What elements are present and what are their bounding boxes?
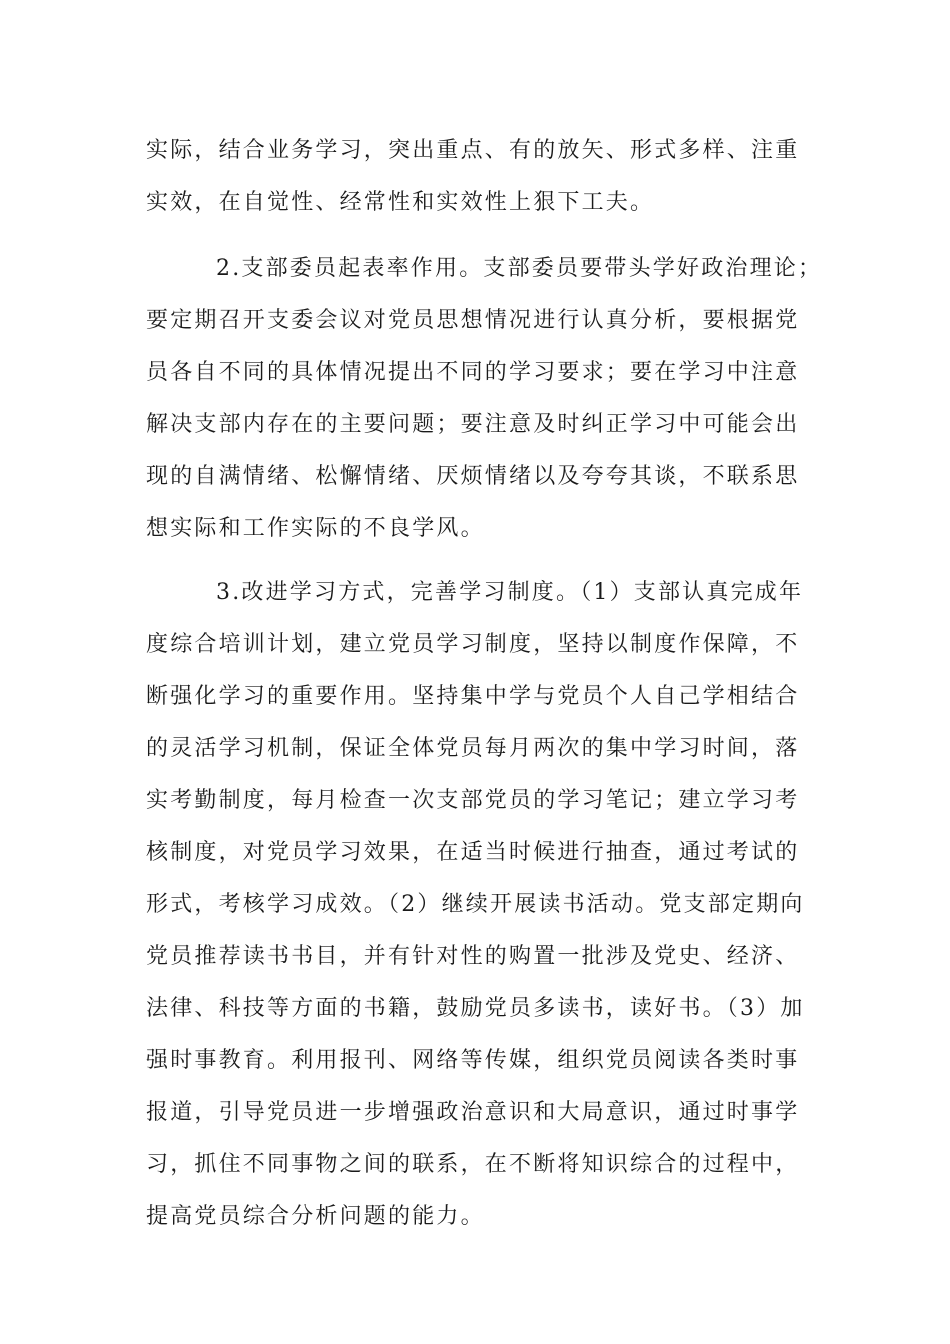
- text-line: 要定期召开支委会议对党员思想情况进行认真分析，要根据党: [146, 308, 800, 333]
- text-line: 形式，考核学习成效。（2）继续开展读书活动。党支部定期向: [146, 892, 805, 917]
- text-line: 报道，引导党员进一步增强政治意识和大局意识，通过时事学: [146, 1100, 800, 1125]
- text-line: 实考勤制度，每月检查一次支部党员的学习笔记；建立学习考: [146, 788, 800, 813]
- paragraph-2-first-line: 2.支部委员起表率作用。支部委员要带头学好政治理论；: [216, 256, 823, 281]
- text-line: 解决支部内存在的主要问题；要注意及时纠正学习中可能会出: [146, 412, 800, 437]
- text-line: 党员推荐读书书目，并有针对性的购置一批涉及党史、经济、: [146, 944, 800, 969]
- text-line: 强时事教育。利用报刊、网络等传媒，组织党员阅读各类时事: [146, 1048, 800, 1073]
- text-line: 习，抓住不同事物之间的联系，在不断将知识综合的过程中，: [146, 1152, 800, 1177]
- text-line: 断强化学习的重要作用。坚持集中学与党员个人自己学相结合: [146, 684, 800, 709]
- text-line: 想实际和工作实际的不良学风。: [146, 516, 485, 541]
- text-line: 员各自不同的具体情况提出不同的学习要求；要在学习中注意: [146, 360, 800, 385]
- text-line: 核制度，对党员学习效果，在适当时候进行抽查，通过考试的: [146, 840, 800, 865]
- text-line: 现的自满情绪、松懈情绪、厌烦情绪以及夸夸其谈，不联系思: [146, 464, 800, 489]
- text-line: 法律、科技等方面的书籍，鼓励党员多读书，读好书。（3）加: [146, 996, 805, 1021]
- text-line: 度综合培训计划，建立党员学习制度，坚持以制度作保障，不: [146, 632, 800, 657]
- text-line: 实际，结合业务学习，突出重点、有的放矢、形式多样、注重: [146, 138, 800, 163]
- text-line: 的灵活学习机制，保证全体党员每月两次的集中学习时间，落: [146, 736, 800, 761]
- text-line: 实效，在自觉性、经常性和实效性上狠下工夫。: [146, 190, 655, 215]
- text-line: 提高党员综合分析问题的能力。: [146, 1204, 485, 1229]
- paragraph-3-first-line: 3.改进学习方式，完善学习制度。（1）支部认真完成年: [216, 580, 804, 605]
